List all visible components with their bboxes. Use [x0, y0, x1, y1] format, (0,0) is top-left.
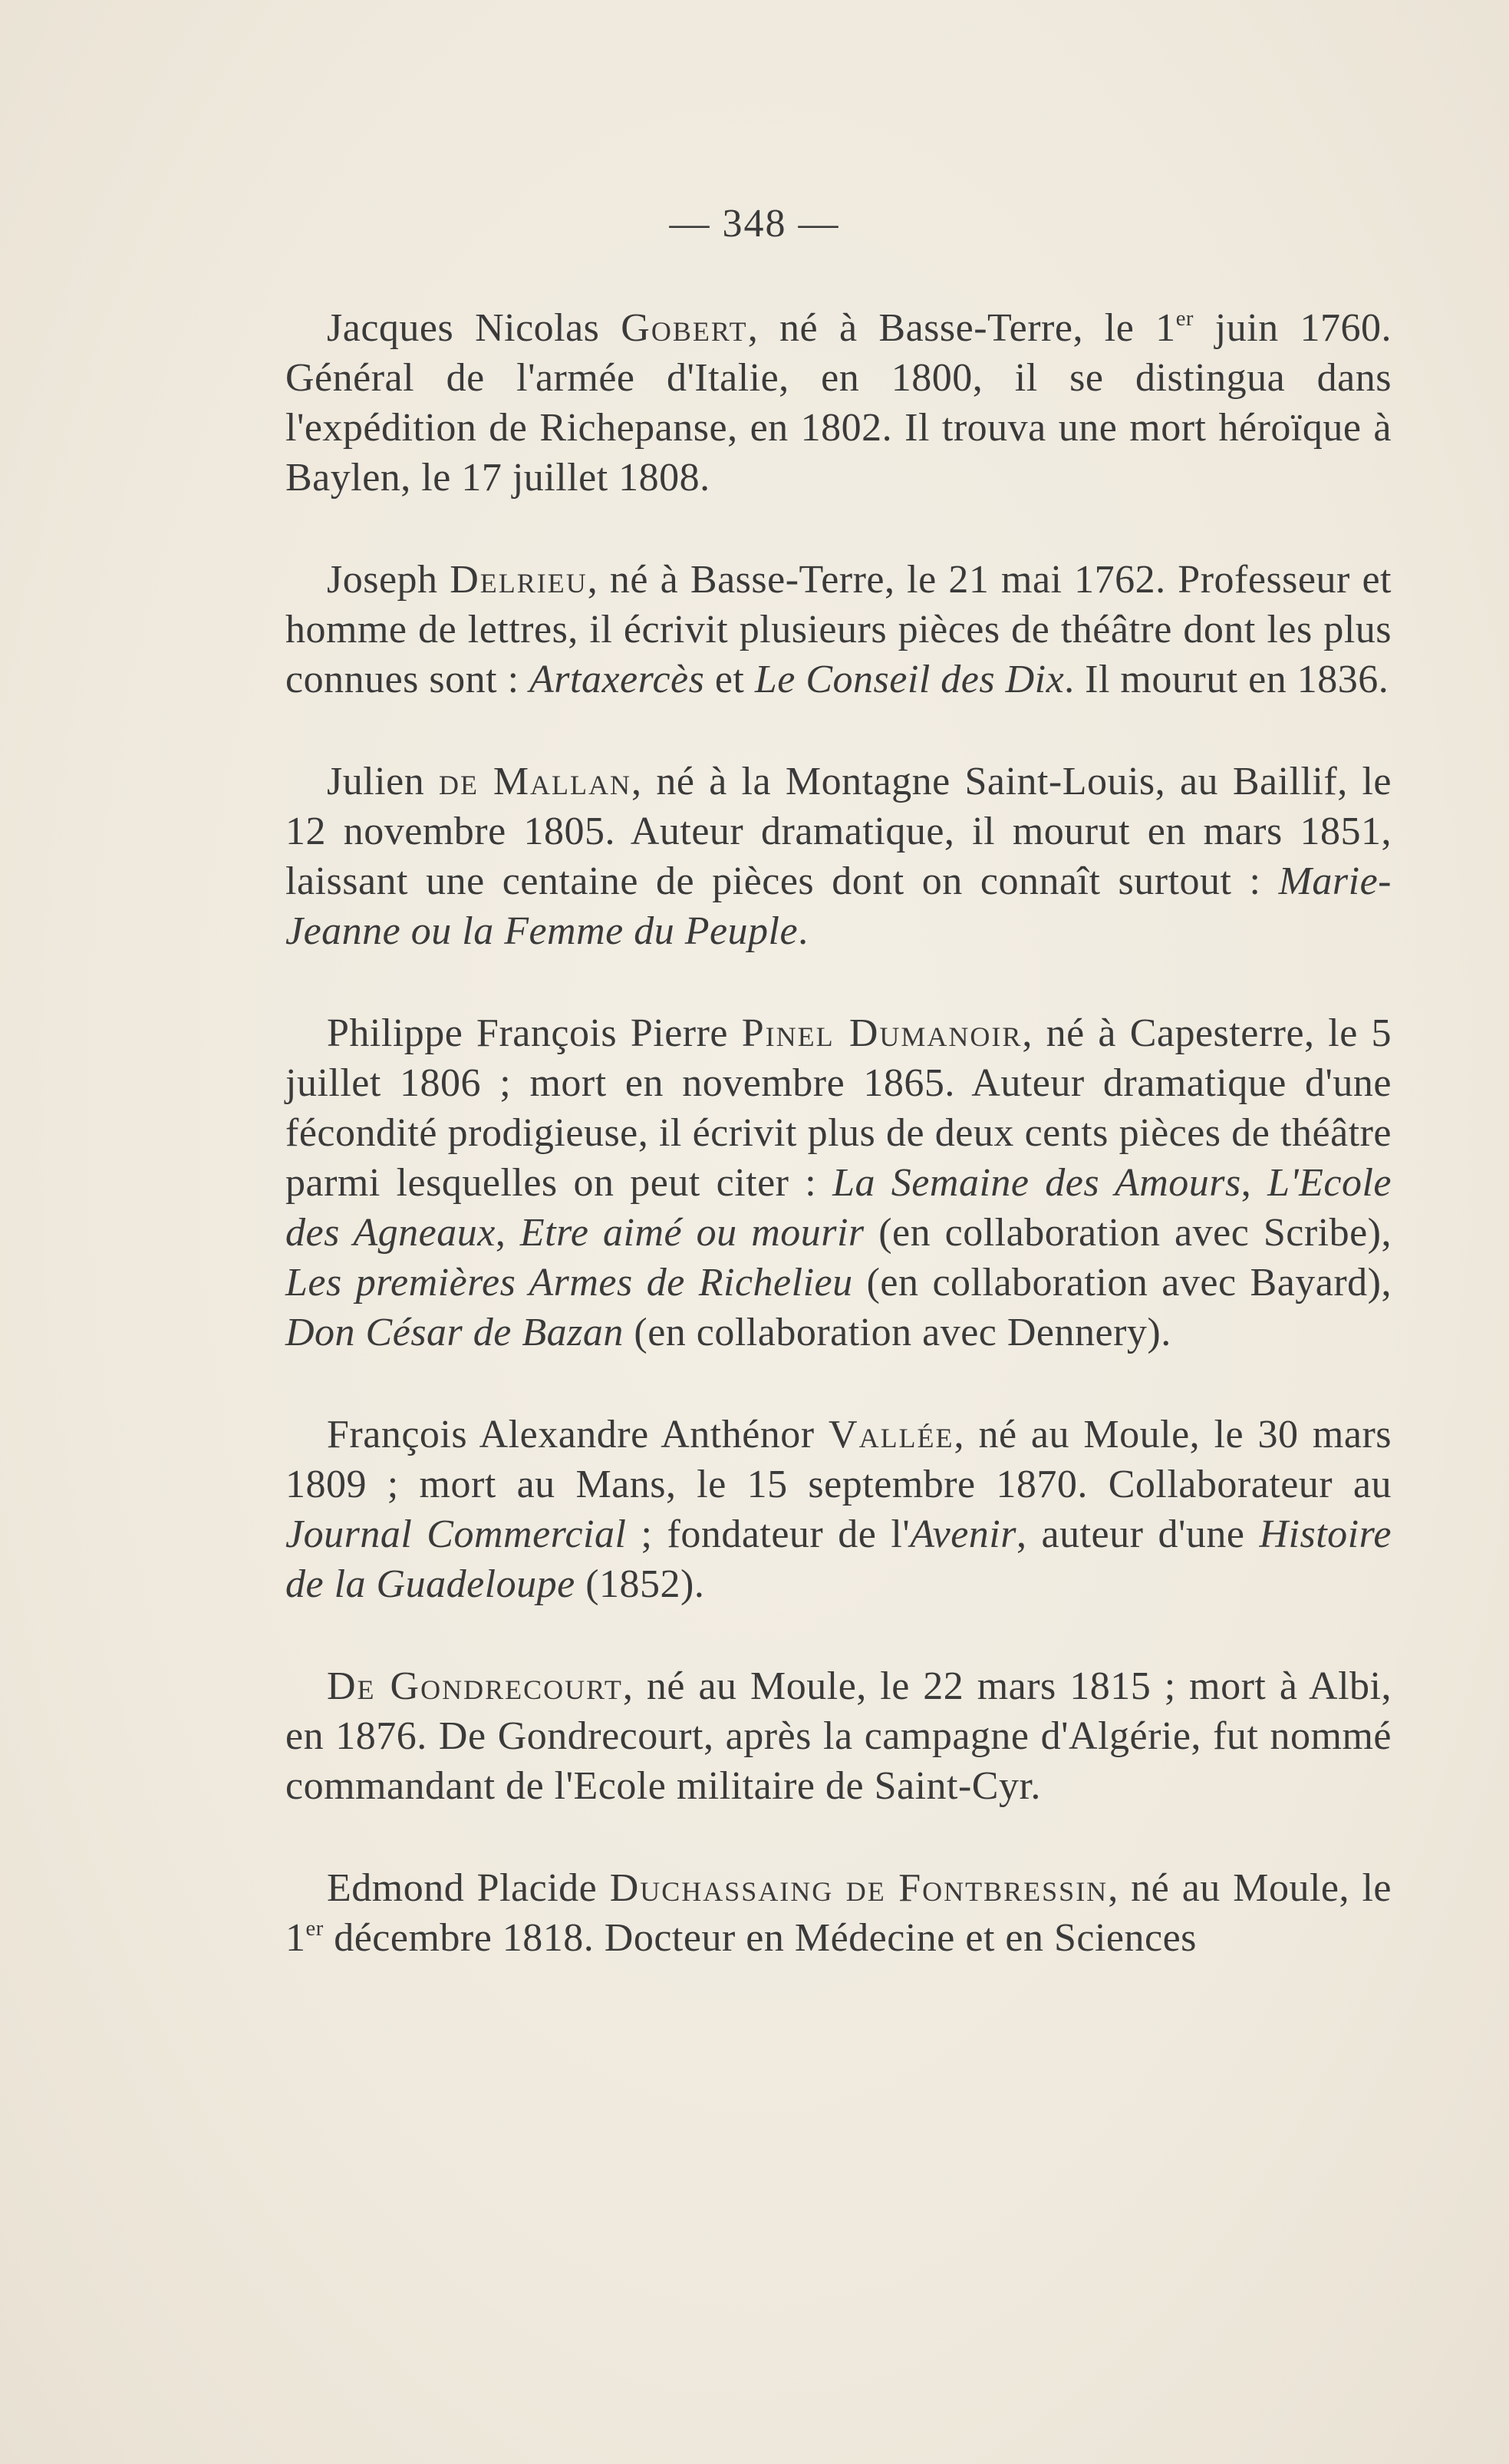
- work-title: L'Ecole des Agneaux: [285, 1161, 1392, 1255]
- given-names: Jacques Nicolas: [327, 306, 600, 350]
- entry-text: ,: [1240, 1161, 1268, 1205]
- entry-text: , auteur d'une: [1016, 1512, 1260, 1556]
- entry-text: (en collaboration avec Scribe),: [864, 1211, 1392, 1255]
- entry-text: décembre 1818. Docteur en Médecine et en Sciences: [323, 1916, 1197, 1960]
- given-names: Joseph: [327, 558, 438, 602]
- entry-text: (en collaboration avec Bayard),: [852, 1261, 1392, 1305]
- surname: Gobert: [621, 306, 748, 350]
- entry-gondrecourt: [285, 1661, 1392, 1811]
- entry-text: , né au Moule, le 22 mars 1815 ; mort à Albi, en 1876. De Gondrecourt, après la campagne d'Algérie, fut nommé commandant de l'Ecole militaire de Saint-Cyr.: [285, 1664, 1392, 1808]
- page-body: [285, 303, 1392, 2015]
- entry-text: , né à la Montagne Saint-Louis, au Baillif, le 12 novembre 1805. Auteur dramatique, il mourut en mars 1851, laissant une centaine de pièces dont on connaît surtout :: [285, 760, 1392, 903]
- entry-gobert: [285, 303, 1392, 503]
- given-names: François Alexandre Anthénor: [327, 1413, 815, 1456]
- surname: Duchassaing: [609, 1866, 834, 1910]
- surname: Mallan: [493, 760, 632, 803]
- ordinal-suffix: er: [305, 1916, 324, 1941]
- work-title: Avenir: [910, 1512, 1016, 1556]
- surname: Pinel Dumanoir: [741, 1011, 1023, 1055]
- entry-text: , né au Moule, le 30 mars 1809 ; mort au Mans, le 15 septembre 1870. Collaborateur au: [285, 1413, 1392, 1506]
- entry-delrieu: [285, 555, 1392, 704]
- given-names: Julien: [327, 760, 425, 803]
- surname: Fontbressin: [898, 1866, 1109, 1910]
- entry-text: (en collaboration avec Dennery).: [623, 1311, 1171, 1354]
- entry-text: ; fondateur de l': [626, 1512, 911, 1556]
- surname: De Gondrecourt: [327, 1664, 623, 1708]
- entry-text: , né à Basse-Terre, le 21 mai 1762. Professeur et homme de lettres, il écrivit plusieurs pièces de théâtre dont les plus connues sont :: [285, 558, 1392, 701]
- entry-dumanoir: [285, 1008, 1392, 1357]
- work-title: Journal Commercial: [285, 1512, 627, 1556]
- entry-vallee: [285, 1410, 1392, 1609]
- name-particle: de: [439, 760, 479, 803]
- entry-text: (1852).: [575, 1562, 705, 1606]
- work-title: Etre aimé ou mourir: [519, 1211, 865, 1255]
- entry-text: , né au Moule, le 1: [285, 1866, 1392, 1960]
- entry-text: . Il mourut en 1836.: [1064, 658, 1389, 701]
- work-title: Le Conseil des Dix: [754, 658, 1065, 701]
- entry-mallan: [285, 757, 1392, 956]
- work-title: Artaxercès: [529, 658, 705, 701]
- work-title: La Semaine des Amours: [832, 1161, 1241, 1205]
- surname: Delrieu: [450, 558, 588, 602]
- entry-text: .: [798, 909, 809, 953]
- work-title: Marie-Jeanne ou la Femme du Peuple: [285, 859, 1392, 953]
- work-title: Histoire de la Guadeloupe: [285, 1512, 1392, 1606]
- given-names: Edmond Placide: [327, 1866, 598, 1910]
- entry-text: , né à Capesterre, le 5 juillet 1806 ; mort en novembre 1865. Auteur dramatique d'une fécondité prodigieuse, il écrivit plus de deux cents pièces de théâtre parmi lesquelles on peut citer :: [285, 1011, 1392, 1205]
- entry-text: ,: [495, 1211, 520, 1255]
- work-title: Les premières Armes de Richelieu: [285, 1261, 853, 1305]
- entry-text: juin 1760. Général de l'armée d'Italie, en 1800, il se distingua dans l'expédition de Richepanse, en 1802. Il trouva une mort héroïque à Baylen, le 17 juillet 1808.: [285, 306, 1392, 500]
- ordinal-suffix: er: [1175, 306, 1194, 331]
- entry-text: , né à Basse-Terre, le 1: [747, 306, 1176, 350]
- work-title: Don César de Bazan: [285, 1311, 624, 1354]
- surname: Vallée: [829, 1413, 954, 1456]
- name-particle: de: [845, 1866, 886, 1910]
- page-number: — 348 —: [669, 202, 840, 246]
- entry-duchassaing: [285, 1863, 1392, 1963]
- entry-text: et: [704, 658, 755, 701]
- given-names: Philippe François Pierre: [327, 1011, 729, 1055]
